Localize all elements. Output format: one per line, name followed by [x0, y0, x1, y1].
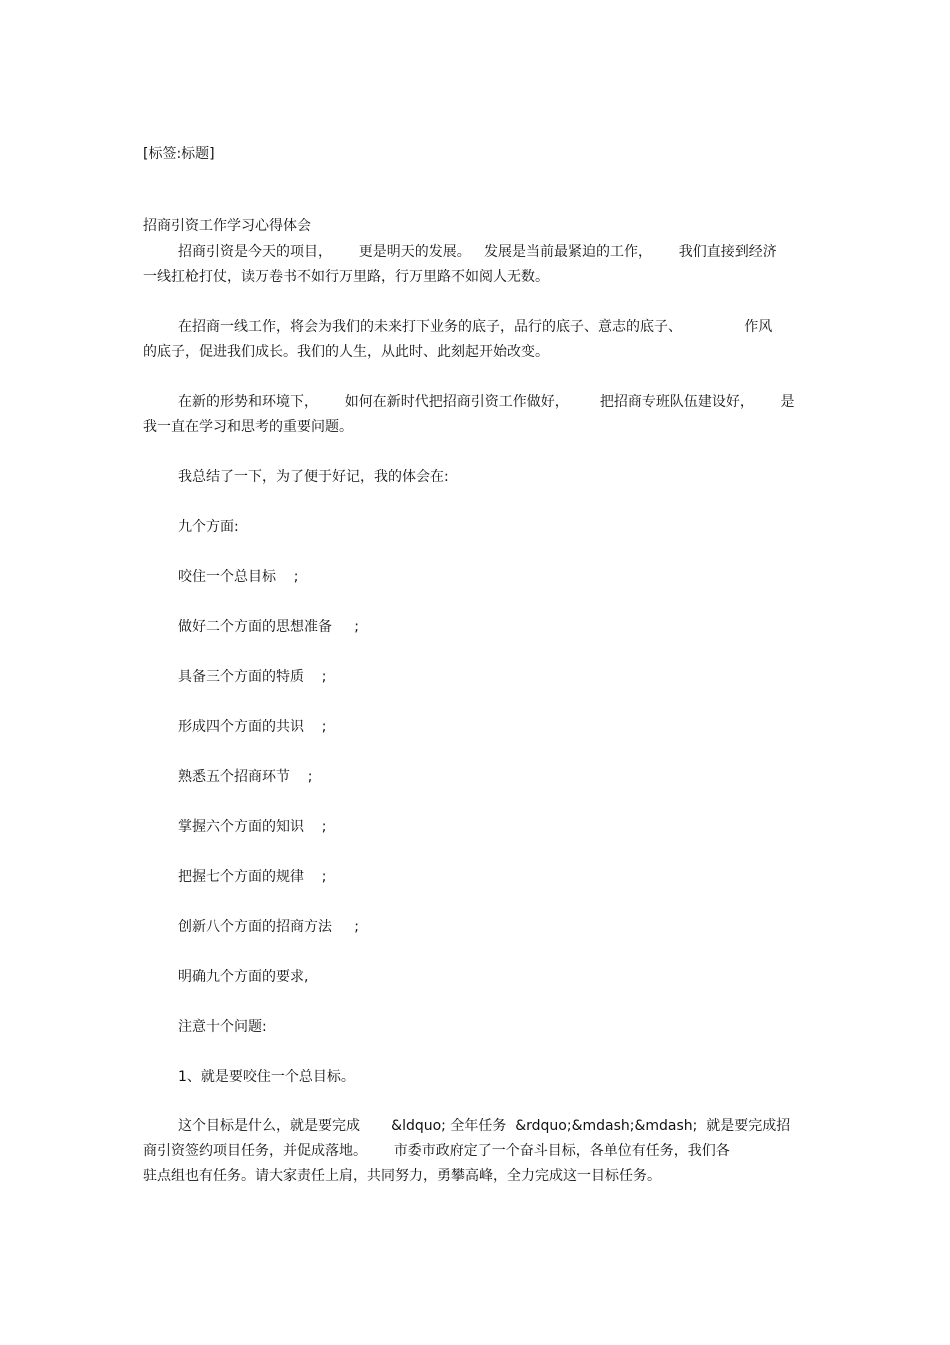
paragraph-line: 我一直在学习和思考的重要问题。 — [143, 419, 353, 435]
document-title: 招商引资工作学习心得体会 — [143, 218, 311, 234]
list-item: 咬住一个总目标 ; — [178, 569, 299, 585]
paragraph-line: 商引资签约项目任务，并促成落地。 市委市政府定了一个奋斗目标，各单位有任务，我们各 — [143, 1143, 730, 1159]
list-item: 做好二个方面的思想准备 ; — [178, 619, 359, 635]
list-item: 注意十个问题: — [178, 1019, 267, 1035]
list-item: 1、就是要咬住一个总目标。 — [178, 1069, 355, 1085]
list-item: 熟悉五个招商环节 ; — [178, 769, 313, 785]
paragraph-line: 驻点组也有任务。请大家责任上肩，共同努力，勇攀高峰，全力完成这一目标任务。 — [143, 1168, 661, 1184]
list-item: 具备三个方面的特质 ; — [178, 669, 327, 685]
list-item: 九个方面: — [178, 519, 239, 535]
paragraph-1 — [143, 240, 808, 290]
paragraph-4 — [143, 1114, 808, 1189]
paragraph-line: 在新的形势和环境下， 如何在新时代把招商引资工作做好， 把招商专班队伍建设好， 是 — [178, 394, 795, 410]
list-item: 把握七个方面的规律 ; — [178, 869, 327, 885]
paragraph-line: 的底子，促进我们成长。我们的人生，从此时、此刻起开始改变。 — [143, 344, 549, 360]
paragraph-line: 招商引资是今天的项目， 更是明天的发展。 发展是当前最紧迫的工作， 我们直接到经济 — [178, 244, 777, 260]
list-item: 我总结了一下，为了便于好记，我的体会在: — [178, 469, 449, 485]
paragraph-2 — [143, 315, 808, 365]
paragraph-3 — [143, 390, 808, 440]
list-item: 掌握六个方面的知识 ; — [178, 819, 327, 835]
paragraph-line: 一线扛枪打仗，读万卷书不如行万里路，行万里路不如阅人无数。 — [143, 269, 549, 285]
list-item: 形成四个方面的共识 ; — [178, 719, 327, 735]
paragraph-line: 这个目标是什么，就是要完成 &ldquo; 全年任务 &rdquo;&mdash;&mdash; 就是要完成招 — [178, 1118, 791, 1134]
document-tag: [标签:标题] — [143, 146, 215, 162]
list-item: 明确九个方面的要求, — [178, 969, 309, 985]
list-item: 创新八个方面的招商方法 ; — [178, 919, 359, 935]
paragraph-line: 在招商一线工作，将会为我们的未来打下业务的底子，品行的底子、意志的底子、 作风 — [178, 319, 773, 335]
